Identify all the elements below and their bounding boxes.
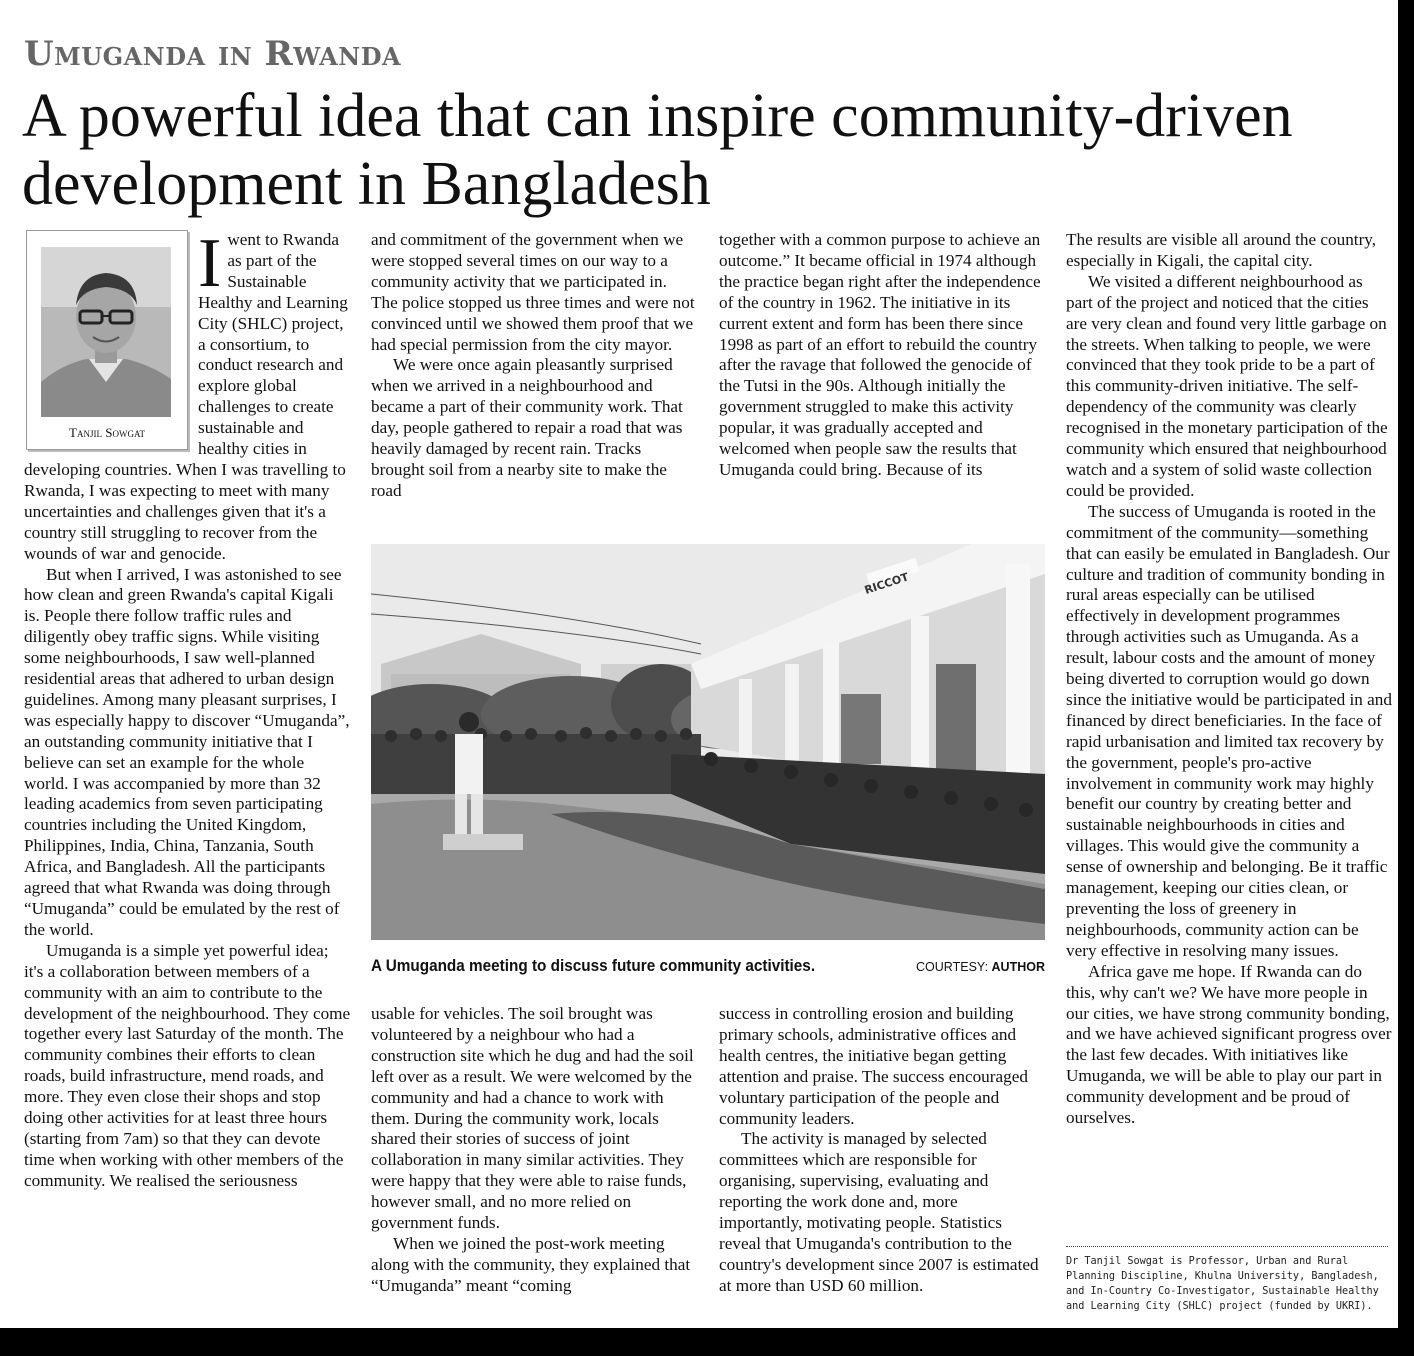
- drop-cap: I: [198, 225, 222, 302]
- author-name: Tanjil Sowgat: [69, 425, 145, 440]
- headline: A powerful idea that can inspire community-driven development in Bangladesh: [22, 82, 1293, 218]
- paragraph: When we joined the post-work meeting along with the community, they explained that “Umuganda” meant “coming: [371, 1233, 691, 1295]
- community-meeting-photo: [371, 544, 1045, 940]
- paragraph: usable for vehicles. The soil brought was volunteered by a neighbour who had a construction site which he dug and had the soil left over as a result. We were welcomed by the community and had a chance to work with them. During the community work, locals shared their stories of success of joint collaboration in many similar activities. They were happy that they were able to raise funds, however small, and no more relied on government funds.: [371, 1004, 694, 1233]
- photo-credit: [916, 960, 1045, 974]
- section-kicker: Umuganda in Rwanda: [24, 34, 402, 74]
- paragraph: The activity is managed by selected committees which are responsible for organising, supervising, evaluating and reporting the work done and, more importantly, motivating people. Statistics reveal that Umuganda's contribution to the country's development since 2007 is estimated at more than USD 60 million.: [719, 1129, 1039, 1295]
- paragraph: The results are visible all around the country, especially in Kigali, the capital city.: [1066, 230, 1377, 270]
- author-byline-box: [26, 230, 188, 450]
- article-column-1: [24, 225, 352, 1192]
- building-sign-text: RICCOT: [862, 570, 911, 597]
- photo-credit-name: AUTHOR: [991, 960, 1045, 974]
- paragraph: success in controlling erosion and building primary schools, administrative offices and health centres, the initiative began getting attention and praise. The success encouraged voluntary participation of the people and community leaders.: [719, 1004, 1028, 1128]
- paragraph: We visited a different neighbourhood as part of the project and noticed that the cities are very clean and found very little garbage on the streets. When talking to people, we were convinced that they took pride to be a part of this community-driven initiative. The self-dependency of the community was clearly recognised in the monetary participation of the community which ensured that neighbourhood watch and a system of solid waste collection could be provided.: [1066, 271, 1388, 500]
- article-column-2-top: [371, 230, 697, 502]
- paragraph: went to Rwanda as part of the Sustainable Healthy and Learning City (SHLC) project, a consortium, to conduct research and explore global challenges to create sustainable and healthy cities in developing countries. When I was travelling to Rwanda, I was expecting to meet with many uncertainties and challenges given that it's a country still struggling to recover from the wounds of war and genocide.: [24, 230, 348, 563]
- author-portrait: [41, 247, 171, 417]
- article-column-3-top: [719, 230, 1045, 481]
- paragraph: But when I arrived, I was astonished to see how clean and green Rwanda's capital Kigali is. People there follow traffic rules and diligently obey traffic signs. While visiting some neighbourhoods, I saw well-planned residential areas that adhered to urban design guidelines. Among many pleasant surprises, I was especially happy to discover “Umuganda”, an outstanding community initiative that I believe can set an example for the whole world. I was accompanied by more than 32 leading academics from seven participating countries including the United Kingdom, Philippines, India, China, Tanzania, South Africa, and Bangladesh. All the participants agreed that what Rwanda was doing through “Umuganda” could be emulated by the rest of the world.: [24, 564, 350, 939]
- photo-caption: A Umuganda meeting to discuss future community activities.: [371, 956, 816, 975]
- photo-credit-label: COURTESY:: [916, 960, 989, 974]
- paragraph: The success of Umuganda is rooted in the commitment of the community—something that can easily be emulated in Bangladesh. Our culture and tradition of community bonding in rural areas especially can be utilised effectively in development programmes through activities such as Umuganda. As a result, labour costs and the amount of money being diverted to corruption would go down since the initiative would be participated in and financed by direct beneficiaries. In the face of rapid urbanisation and limited tax recovery by the government, people's pro-active involvement in community work may highly benefit our country by creating better and sustainable neighbourhoods in cities and villages. This would give the community a sense of ownership and belonging. Be it traffic management, keeping our cities clean, or preventing the loss of greenery in neighbourhoods, community action can be very effective in resolving many issues.: [1066, 501, 1392, 960]
- paragraph: together with a common purpose to achieve an outcome.” It became official in 1974 although the practice began right after the independence of the country in 1962. The initiative in its current extent and form has been there since 1998 as part of an effort to rebuild the country after the ravage that followed the genocide of the Tutsi in the 90s. Although initially the government struggled to make this activity popular, it was gradually accepted and welcomed when people saw the results that Umuganda could bring. Because of its: [719, 230, 1041, 479]
- paragraph: Africa gave me hope. If Rwanda can do this, why can't we? We have more people in our cities, we have strong community bonding, and we have achieved significant progress over the last few decades. With initiatives like Umuganda, we will be able to play our part in community development and be proud of ourselves.: [1066, 961, 1392, 1128]
- article-column-4: [1066, 230, 1392, 1129]
- paragraph: and commitment of the government when we were stopped several times on our way to a community activity that we participated in. The police stopped us three times and were not convinced until we showed them proof that we had special permission from the city mayor.: [371, 230, 695, 354]
- footnote-divider: [1066, 1246, 1388, 1247]
- article-column-3-bottom: [719, 1004, 1045, 1297]
- article-column-2-bottom: [371, 1004, 697, 1297]
- author-footnote: Dr Tanjil Sowgat is Professor, Urban and Rural Planning Discipline, Khulna University, Bangladesh, and In-Country Co-Investigator, Sustainable Healthy and Learning City (SHLC) project (funded by UKRI).: [1066, 1256, 1379, 1312]
- paragraph: Umuganda is a simple yet powerful idea; it's a collaboration between members of a community with an aim to contribute to the development of the neighbourhood. They come together every last Saturday of the month. The community combines their efforts to clean roads, build infrastructure, mend roads, and more. They even close their shops and stop doing other activities for at least three hours (starting from 7am) so that they can devote time when working with other members of the community. We realised the seriousness: [24, 940, 351, 1190]
- paragraph: We were once again pleasantly surprised when we arrived in a neighbourhood and became a part of their community work. That day, people gathered to repair a road that was heavily damaged by recent rain. Tracks brought soil from a nearby site to make the road: [371, 355, 683, 500]
